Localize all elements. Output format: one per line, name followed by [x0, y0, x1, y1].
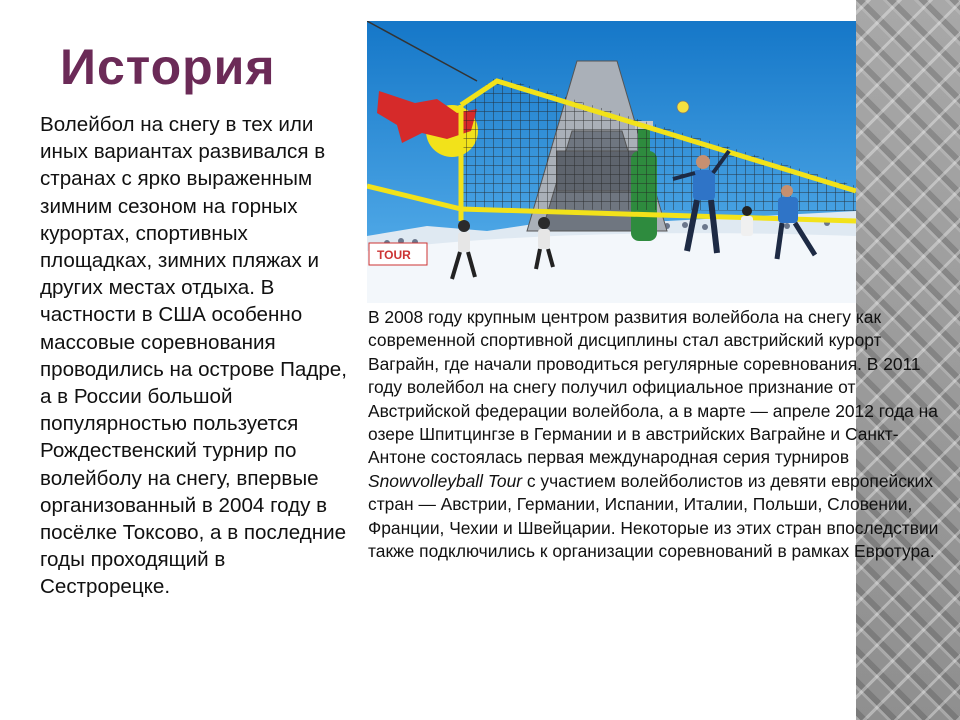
tour-name-italic: Snowvolleyball Tour — [368, 470, 523, 491]
snow-ground — [367, 233, 856, 303]
snow-volleyball-photo — [367, 21, 856, 303]
right-paragraph-part-2: с участием волейболистов из девяти европейских стран — Австрии, Германии, Испании, Италии, Польши, Словении, Франции, Чехии и Швейцарии. Некоторые из этих стран впоследствии также подключились к организации соревнований в рамках Евротура. — [368, 470, 939, 562]
volleyball-ball-icon — [677, 101, 689, 113]
tour-banner-text: TOUR — [377, 248, 411, 262]
right-paragraph-part-1: В 2008 году крупным центром развития волейбола на снегу как современной спортивной дисциплины стал австрийский курорт Ваграйн, где начали проводиться регулярные соревнования. В 2011 году волейбол на снегу получил официальное признание от Австрийской федерации волейбола, а в марте — апреле 2012 года на озере Шпитцингзе в Германии и в австрийских Ваграйне и Санкт-Антоне состоялась первая международная серия турниров — [368, 307, 938, 468]
page-title: История — [60, 39, 276, 95]
history-paragraph-right — [368, 306, 940, 563]
history-paragraph-left: Волейбол на снегу в тех или иных вариантах развивался в странах с ярко выраженным зимним сезоном на горных курортах, спортивных площадках, зимних пляжах и других местах отдыха. В частности в США особенно массовые соревнования проводились на острове Падре, а в России большой популярностью пользуется Рождественский турнир по волейболу на снегу, впервые организованный в 2004 году в посёлке Токсово, а в последние годы проходящий в Сестрорецке. — [40, 113, 347, 599]
